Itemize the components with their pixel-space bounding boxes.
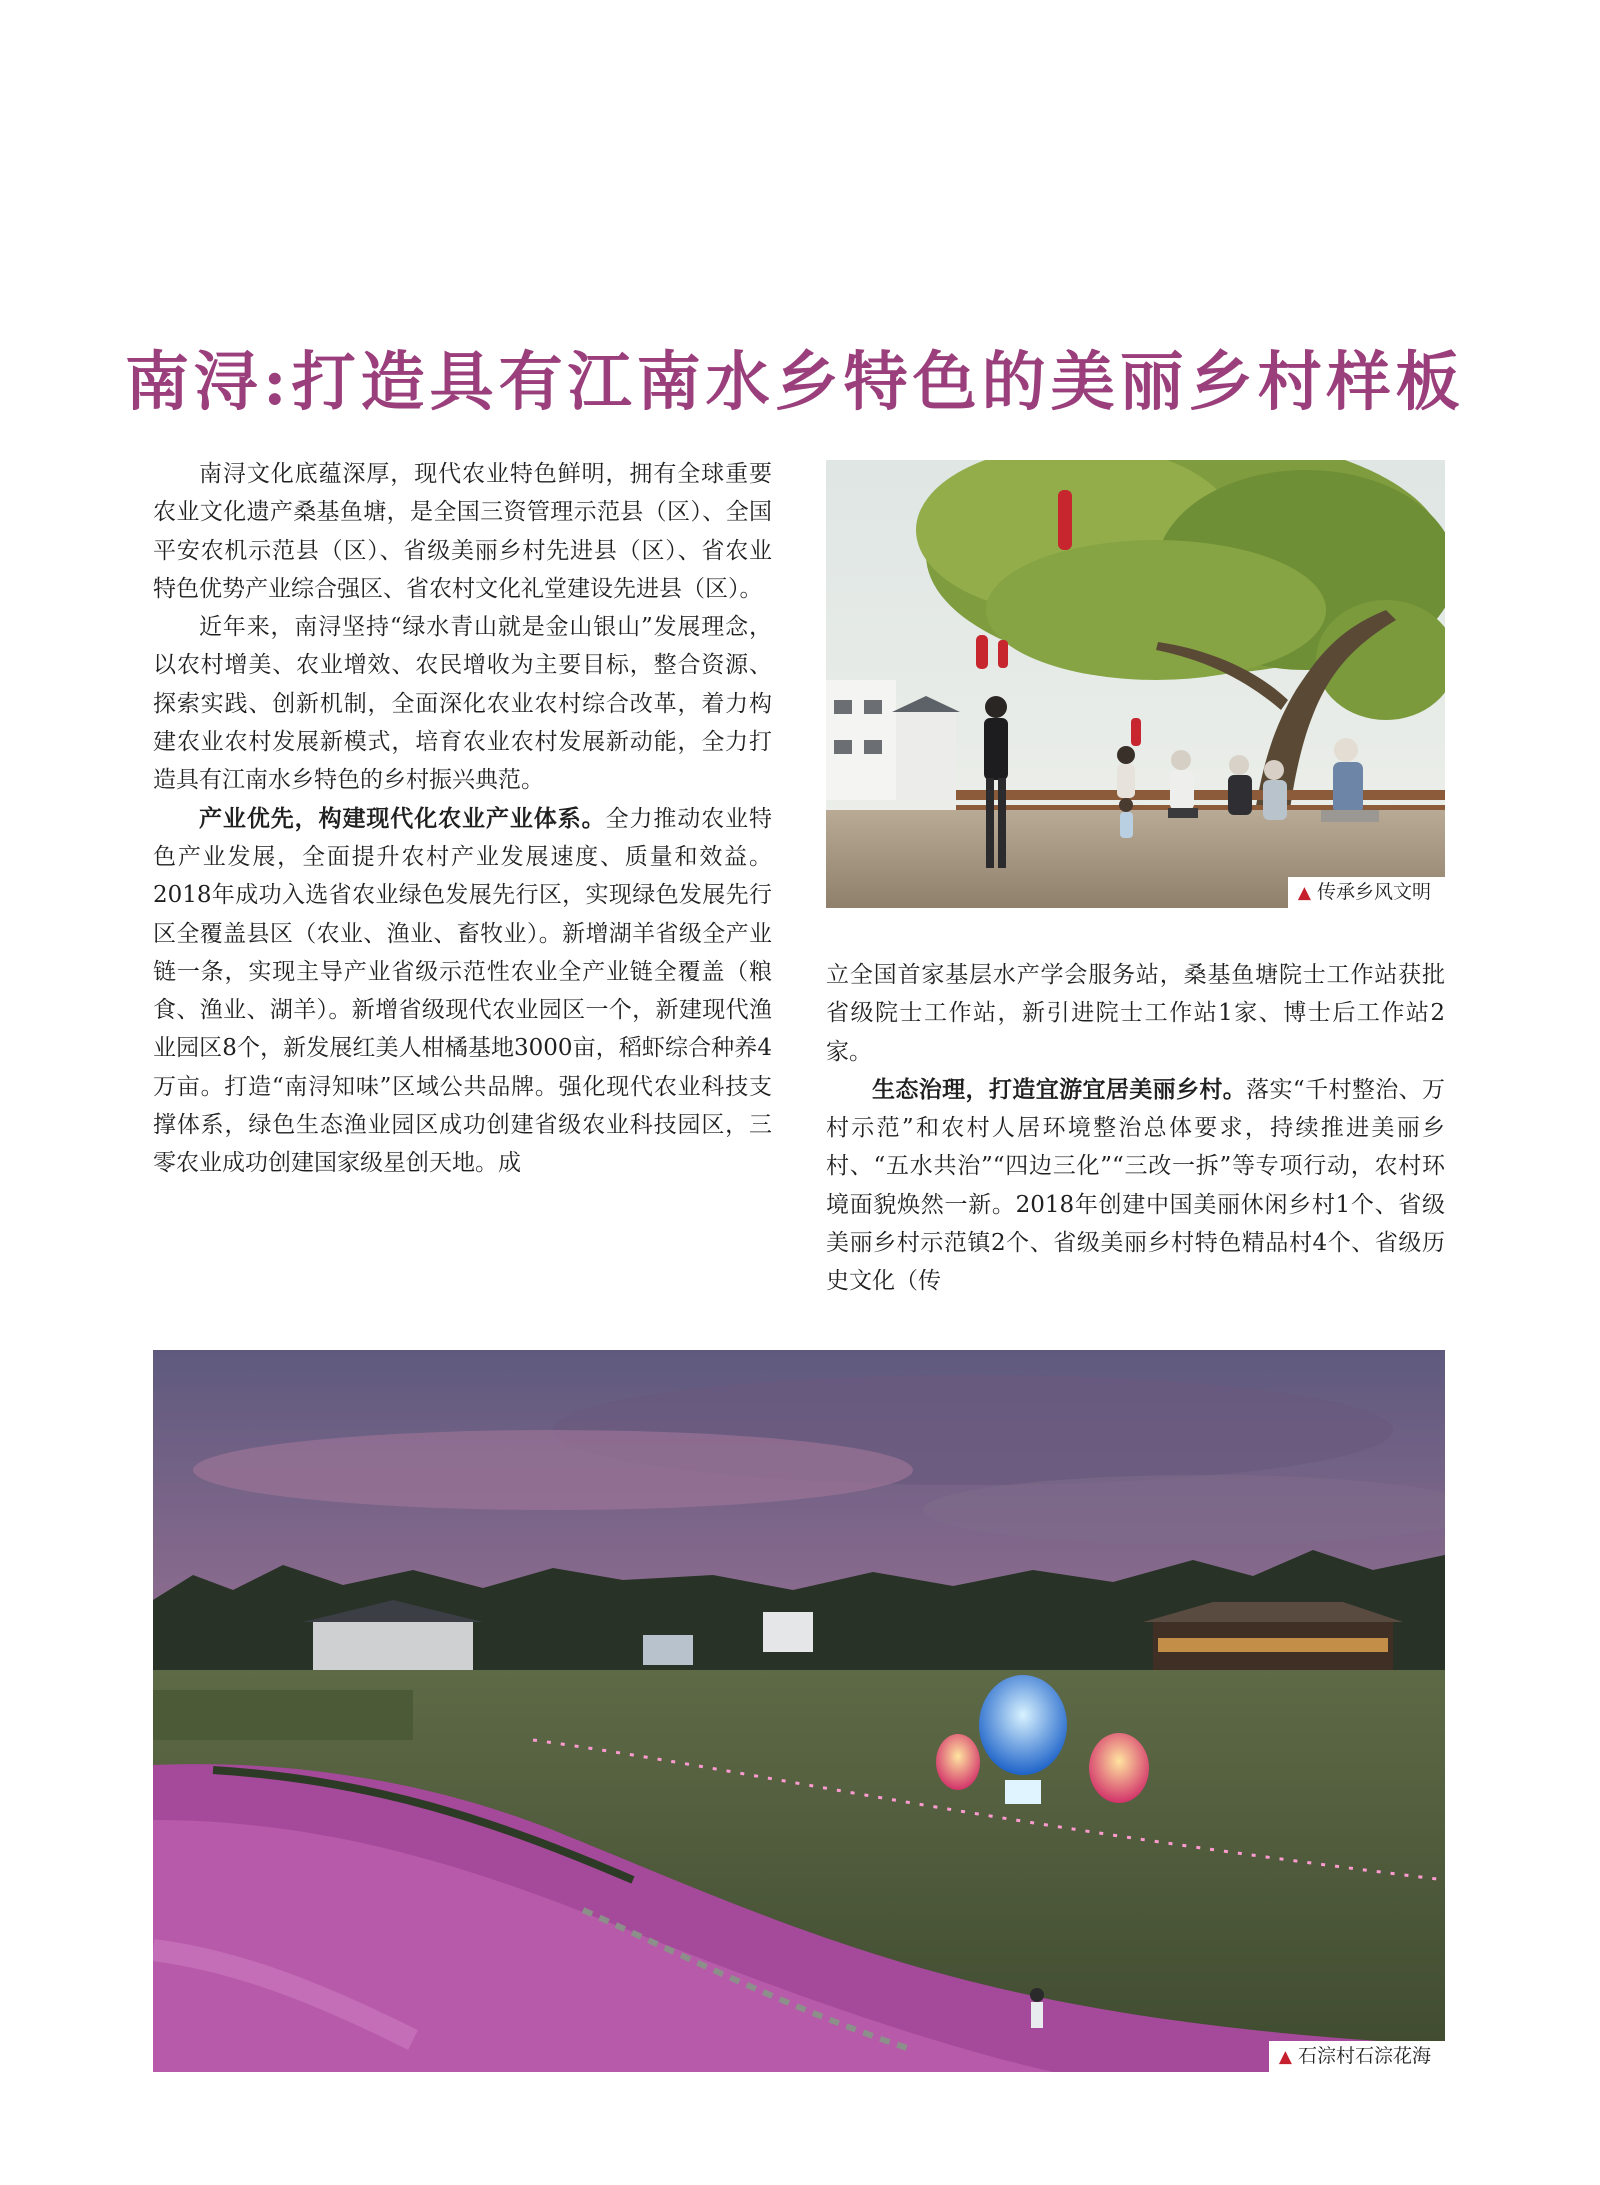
photo-caption-bottom (1269, 2041, 1445, 2072)
paragraph-body-ecology: 落实“千村整治、万村示范”和农村人居环境整治总体要求，持续推进美丽乡村、“五水共治”“四边三化”“三改一拆”等专项行动，农村环境面貌焕然一新。2018年创建中国美丽休闲乡村1个、省级美丽乡村示范镇2个、省级美丽乡村特色精品村4个、省级历史文化（传 (826, 1076, 1445, 1295)
paragraph-body-industry: 全力推动农业特色产业发展，全面提升农村产业发展速度、质量和效益。2018年成功入选省农业绿色发展先行区，实现绿色发展先行区全覆盖县区（农业、渔业、畜牧业）。新增湖羊省级全产业链一条，实现主导产业省级示范性农业全产业链全覆盖（粮食、渔业、湖羊）。新增省级现代农业园区一个，新建现代渔业园区8个，新发展红美人柑橘基地3000亩，稻虾综合种养4万亩。打造“南浔知味”区域公共品牌。强化现代农业科技支撑体系，绿色生态渔业园区成功创建省级农业科技园区，三零农业成功创建国家级星创天地。成 (153, 805, 773, 1177)
paragraph-industry-continued: 立全国首家基层水产学会服务站，桑基鱼塘院士工作站获批省级院士工作站，新引进院士工作站1家、博士后工作站2家。 (826, 962, 1445, 1065)
article-title: 南浔:打造具有江南水乡特色的美丽乡村样板 (125, 344, 1465, 420)
paragraph-ecology (826, 1071, 1445, 1301)
photo-caption-top-text: 传承乡风文明 (1316, 881, 1431, 903)
photo-illustration-flower-sea (153, 1350, 1445, 2072)
photo-caption-bottom-text: 石淙村石淙花海 (1297, 2045, 1431, 2067)
photo-illustration-tree (826, 460, 1445, 908)
paragraph-lead-ecology: 生态治理，打造宜游宜居美丽乡村。 (872, 1075, 1247, 1103)
left-text-column (153, 455, 772, 1183)
photo-village-elders-under-tree (826, 460, 1445, 908)
triangle-marker-icon: ▲ (1278, 2047, 1292, 2067)
paragraph-lead-industry: 产业优先，构建现代化农业产业体系。 (199, 804, 606, 832)
photo-caption-top (1288, 877, 1445, 908)
paragraph-intro: 南浔文化底蕴深厚，现代农业特色鲜明，拥有全球重要农业文化遗产桑基鱼塘，是全国三资管理示范县（区）、全国平安农机示范县（区）、省级美丽乡村先进县（区）、省农业特色优势产业综合强区、省农村文化礼堂建设先进县（区）。 (153, 461, 772, 602)
photo-flower-field-balloons (153, 1350, 1445, 2072)
triangle-marker-icon: ▲ (1297, 883, 1311, 903)
paragraph-industry (153, 800, 772, 1183)
paragraph-development: 近年来，南浔坚持“绿水青山就是金山银山”发展理念，以农村增美、农业增效、农民增收为主要目标，整合资源、探索实践、创新机制，全面深化农业农村综合改革，着力构建农业农村发展新模式，培育农业农村发展新动能，全力打造具有江南水乡特色的乡村振兴典范。 (153, 614, 772, 794)
right-text-column (826, 956, 1445, 1301)
